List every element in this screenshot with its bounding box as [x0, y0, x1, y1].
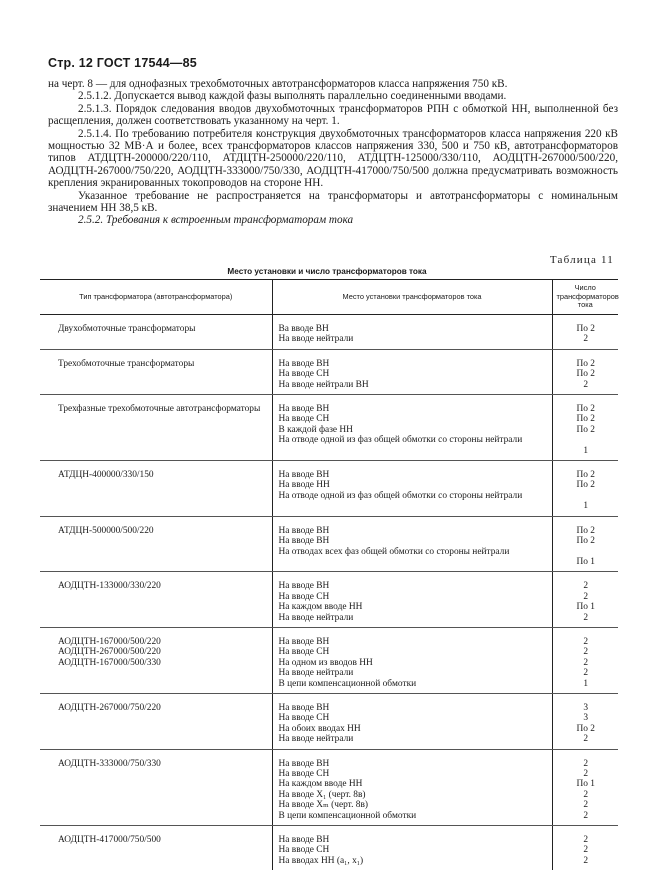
cell-place [272, 395, 552, 461]
cell-place-line: На отводе одной из фаз общей обмотки со стороны нейтрали [278, 490, 523, 501]
cell-type [40, 826, 272, 871]
cell-count-line: По 2 [576, 404, 595, 415]
table-body [40, 315, 618, 871]
cell-count-line: По 2 [576, 470, 595, 481]
cell-place-line: В цепи компенсационной обмотки [278, 678, 417, 689]
cell-place-line: На вводе СН [278, 713, 330, 724]
cell-count-line: 2 [583, 800, 589, 811]
table-title: Место установки и число трансформаторов тока [227, 267, 427, 276]
cell-count [552, 461, 618, 517]
cell-place-line: На вводе нейтрали [278, 612, 354, 623]
cell-count-line: 3 [583, 702, 589, 713]
cell-count-line: По 2 [576, 723, 595, 734]
cell-count [552, 315, 618, 350]
cell-place-line: На вводе ВН [278, 702, 330, 713]
cell-place-line: На вводе нейтрали [278, 668, 354, 679]
cell-place-line: На вводе СН [278, 591, 330, 602]
paragraph: 2.5.1.4. По требованию потребителя конструкция двухобмоточных трансформаторов класса напряжения 220 кВ мощностью 32 МВ·А и более, всех трансформаторов классов напряжения 330, 500 и 750 кВ, автотрансформаторов типов АТДЦТН-200000/220/110, АТДЦТН-250000/220/110, АТДЦТН-125000/330/110, АОДЦТН-267000/500/220, АОДЦТН-267000/750/220, АОДЦТН-333000/750/330, АОДЦТН-417000/750/500 должна предусматривать возможность крепления экранированных токопроводов на стороне НН. [48, 127, 618, 190]
cell-count-line [559, 491, 614, 501]
cell-count-line: 2 [583, 845, 589, 856]
cell-count-line: 3 [583, 713, 589, 724]
page-header: Стр. 12 ГОСТ 17544—85 [48, 56, 197, 70]
cell-place-line: На вводе ВН [278, 581, 330, 592]
cell-count-line: По 1 [576, 779, 595, 790]
table-row [40, 627, 618, 693]
table-row [40, 315, 618, 350]
cell-count-line: 1 [583, 445, 589, 456]
cell-place [272, 627, 552, 693]
cell-place-line: На вводе нейтрали [278, 734, 354, 745]
cell-place-line: На каждом вводе НН [278, 779, 363, 790]
cell-count-line: По 2 [576, 536, 595, 547]
cell-count-line: По 2 [576, 369, 595, 380]
cell-place-line: На вводе нейтрали ВН [278, 379, 369, 390]
cell-type-line: Двухобмоточные трансформаторы [58, 324, 196, 334]
cell-type-line: АОДЦТН-417000/750/500 [58, 835, 161, 846]
table-header-row [40, 280, 618, 315]
cell-place-line: На вводе ВН [278, 835, 330, 846]
cell-count-line: По 2 [576, 324, 595, 334]
cell-count-line: 2 [583, 855, 589, 866]
cell-count-line: 2 [583, 668, 589, 679]
cell-place [272, 826, 552, 871]
cell-place-line: Ва вводе ВН [278, 324, 329, 334]
cell-count-line: 2 [583, 734, 589, 745]
cell-type-line: АОДЦТН-333000/750/330 [58, 758, 161, 769]
cell-count-line: 2 [583, 581, 589, 592]
cell-count-line: По 1 [576, 556, 595, 567]
paragraph: 2.5.1.2. Допускается вывод каждой фазы выполнять параллельно соединенными вводами. [78, 90, 507, 103]
cell-place-line: На вводе Xₘ (черт. 8в) [278, 800, 368, 811]
table-label: Таблица 11 [549, 254, 614, 266]
cell-type-line: АОДЦТН-167000/500/220 [58, 636, 161, 647]
cell-place [272, 461, 552, 517]
cell-count-line: 1 [583, 501, 589, 512]
cell-place-line: На вводе СН [278, 369, 330, 380]
cell-count-line: По 2 [576, 358, 595, 369]
cell-type-line: Трехобмоточные трансформаторы [58, 358, 195, 369]
cell-place-line: На вводе ВН [278, 758, 330, 769]
cell-count-line: 2 [583, 758, 589, 769]
cell-place [272, 349, 552, 394]
cell-place-line: На вводе НН [278, 480, 330, 491]
cell-type-line: АОДЦТН-133000/330/220 [58, 581, 161, 592]
cell-count-line: 2 [583, 835, 589, 846]
column-header-count: Число трансформаторов тока [552, 280, 618, 315]
cell-count [552, 572, 618, 628]
cell-count-line: 2 [583, 379, 589, 390]
cell-place [272, 516, 552, 572]
cell-type-line: АОДЦТН-267000/750/220 [58, 702, 161, 713]
cell-place-line: На вводе ВН [278, 525, 330, 536]
cell-place-line: В цепи компенсационной обмотки [278, 810, 417, 821]
paragraph: 2.5.1.3. Порядок следования вводов двухобмоточных трансформаторов РПН с обмоткой НН, выполненной без расщепления, должен соответствовать указанному на черт. 1. [48, 102, 618, 128]
table-row [40, 349, 618, 394]
cell-place-line: На вводе X₁ (черт. 8в) [278, 789, 366, 800]
table-row [40, 395, 618, 461]
current-transformer-table [40, 279, 618, 870]
cell-place-line: В каждой фазе НН [278, 424, 353, 435]
cell-count [552, 627, 618, 693]
column-header-place: Место установки трансформаторов тока [272, 280, 552, 315]
cell-count-line: По 2 [576, 424, 595, 435]
cell-type [40, 315, 272, 350]
body-text [48, 78, 618, 227]
cell-count-line: 2 [583, 657, 589, 668]
cell-count-line: 2 [583, 636, 589, 647]
cell-count-line: 2 [583, 612, 589, 623]
cell-count-line: 2 [583, 647, 589, 658]
cell-place-line: На вводах НН (a₁, x₁) [278, 855, 364, 866]
table-row [40, 826, 618, 871]
cell-type-line: Трехфазные трехобмоточные автотрансформаторы [58, 404, 261, 415]
cell-place-line: На вводе ВН [278, 404, 330, 415]
cell-count-line: 2 [583, 591, 589, 602]
cell-count [552, 693, 618, 749]
column-header-type: Тип трансформатора (автотрансформатора) [40, 280, 272, 315]
cell-place-line: На вводе ВН [278, 536, 330, 547]
cell-count [552, 516, 618, 572]
cell-count-line [559, 547, 614, 557]
cell-place-line: На вводе ВН [278, 636, 330, 647]
cell-count [552, 826, 618, 871]
cell-count [552, 395, 618, 461]
table-row [40, 749, 618, 825]
cell-place [272, 693, 552, 749]
cell-type-line: АОДЦТН-167000/500/330 [58, 657, 161, 668]
cell-count [552, 349, 618, 394]
cell-count-line: По 2 [576, 525, 595, 536]
cell-count-line: 2 [583, 789, 589, 800]
cell-count-line: По 1 [576, 602, 595, 613]
cell-place-line: На отводе одной из фаз общей обмотки со стороны нейтрали [278, 435, 523, 446]
cell-type [40, 461, 272, 517]
cell-place-line: На вводе ВН [278, 470, 330, 481]
cell-count-line: 2 [583, 769, 589, 779]
cell-place [272, 749, 552, 825]
table-row [40, 693, 618, 749]
paragraph: на черт. 8 — для однофазных трехобмоточных автотрансформаторов класса напряжения 750 кВ. [48, 78, 508, 90]
cell-type [40, 516, 272, 572]
cell-count-line: 1 [583, 678, 589, 689]
cell-type-line: АОДЦТН-267000/500/220 [58, 647, 161, 658]
cell-count-line: По 2 [576, 480, 595, 491]
table-row [40, 516, 618, 572]
cell-type [40, 349, 272, 394]
cell-type-line: АТДЦН-400000/330/150 [58, 470, 154, 481]
cell-place-line: На вводе ВН [278, 358, 330, 369]
cell-count-line [559, 435, 614, 445]
cell-count-line: 2 [583, 810, 589, 821]
cell-place-line: На отводах всех фаз общей обмотки со стороны нейтрали [278, 546, 510, 557]
cell-count-line: 2 [583, 334, 589, 345]
cell-count-line: По 2 [576, 414, 595, 425]
paragraph: Указанное требование не распространяется на трансформаторы и автотрансформаторы с номинальным значением НН 38,5 кВ. [48, 189, 618, 215]
cell-place [272, 572, 552, 628]
cell-place-line: На вводе СН [278, 769, 330, 779]
cell-type [40, 627, 272, 693]
cell-place-line: На каждом вводе НН [278, 602, 363, 613]
cell-place-line: На вводе нейтрали [278, 334, 354, 345]
cell-place [272, 315, 552, 350]
cell-place-line: На обоих вводах НН [278, 723, 361, 734]
table-row [40, 572, 618, 628]
cell-place-line: На одном из вводов НН [278, 657, 373, 668]
cell-place-line: На вводе СН [278, 414, 330, 425]
cell-count [552, 749, 618, 825]
cell-type [40, 395, 272, 461]
cell-place-line: На вводе СН [278, 647, 330, 658]
cell-type [40, 572, 272, 628]
cell-type-line: АТДЦН-500000/500/220 [58, 525, 154, 536]
paragraph: 2.5.2. Требования к встроенным трансформаторам тока [78, 214, 354, 227]
cell-type [40, 693, 272, 749]
cell-place-line: На вводе СН [278, 845, 330, 856]
table-row [40, 461, 618, 517]
cell-type [40, 749, 272, 825]
